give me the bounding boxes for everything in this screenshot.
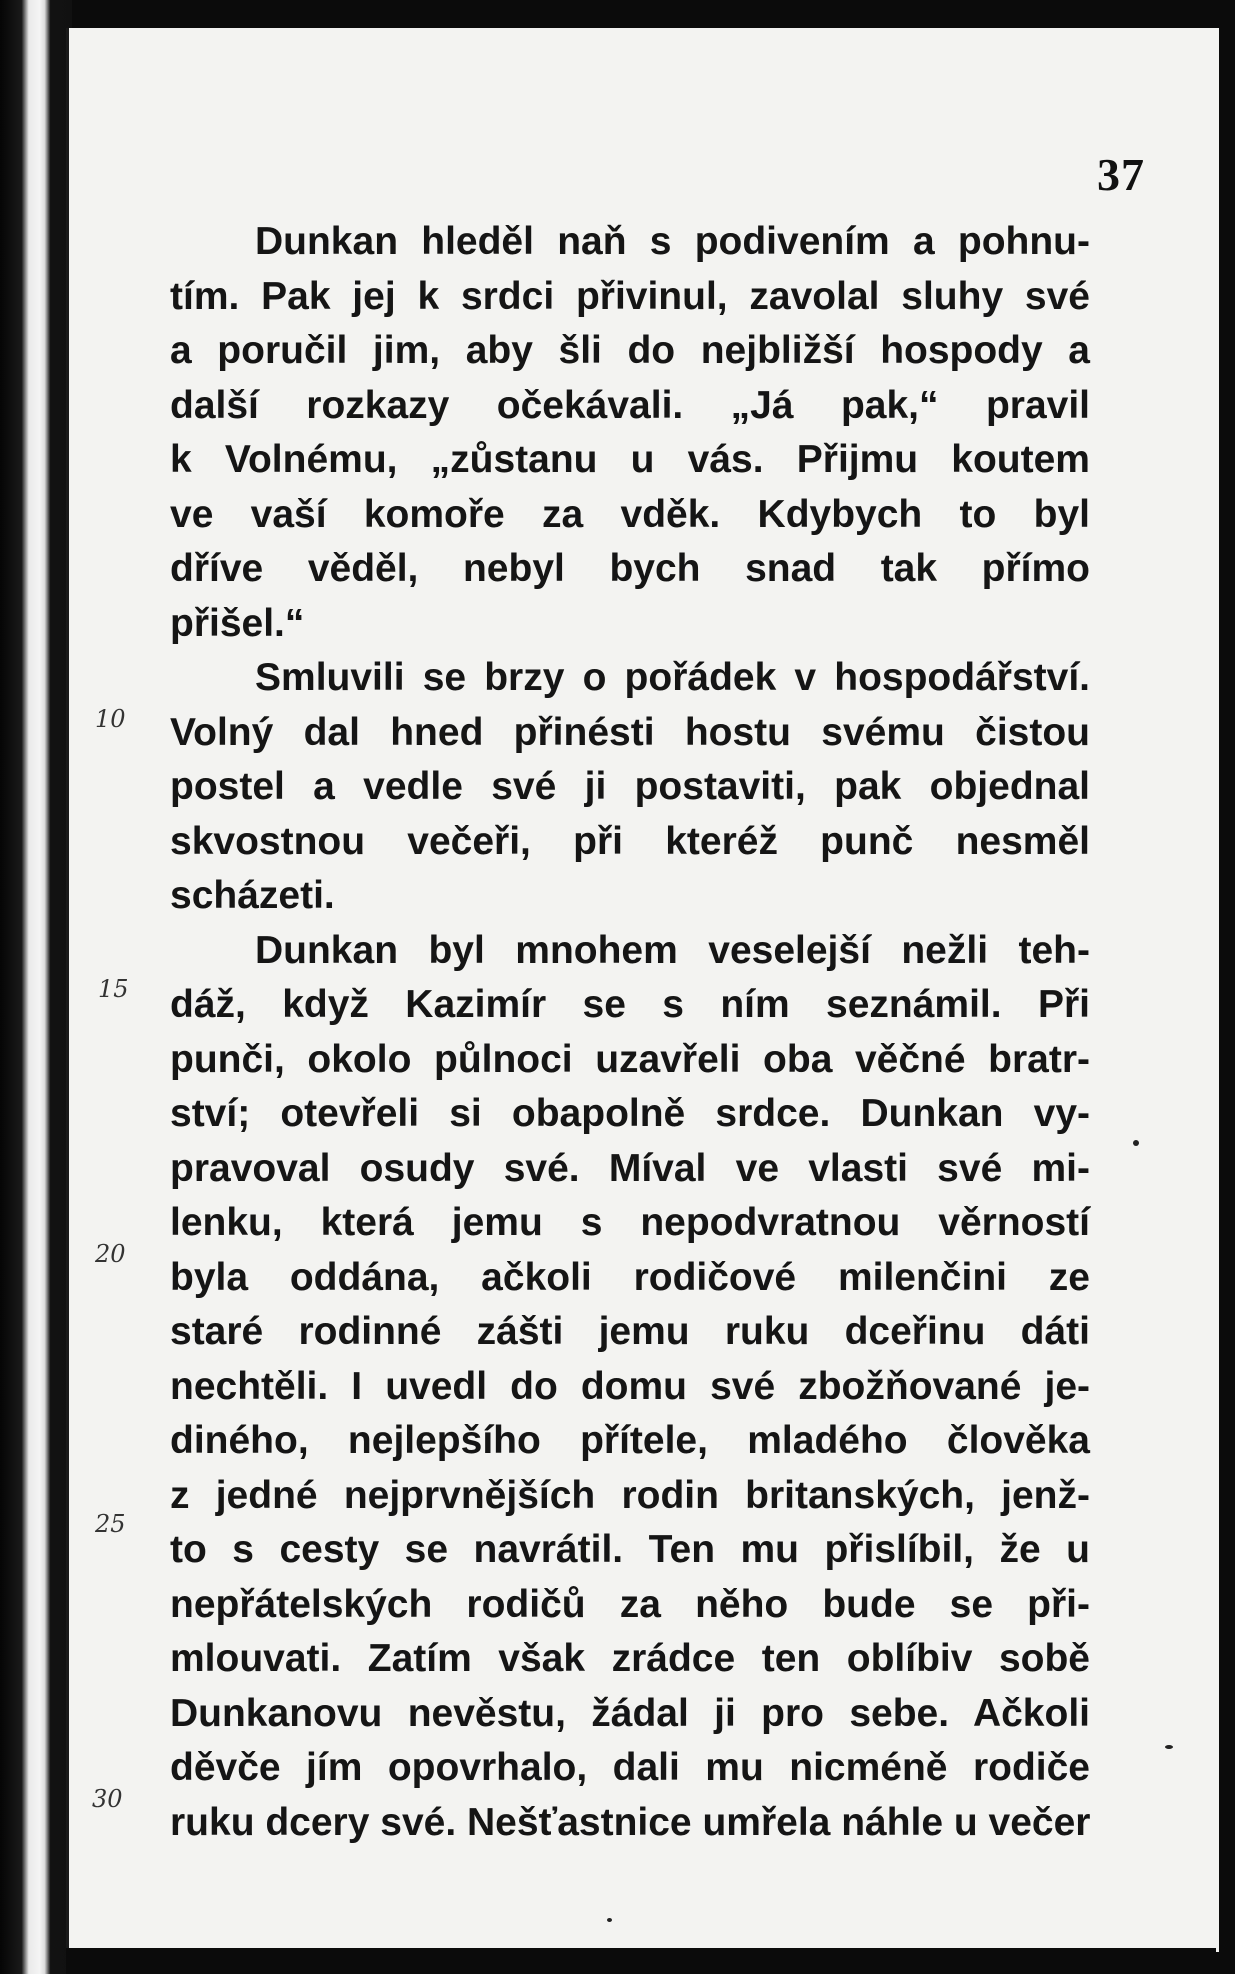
page-number: 37 <box>1097 149 1145 200</box>
text-line: k Volnému, „zůstanu u vás. Přijmu koutem <box>170 438 1090 481</box>
text-line: a poručil jim, aby šli do nejbližší hospody a <box>170 329 1090 372</box>
text-line: dříve věděl, nebyl bych snad tak přímo <box>170 547 1090 590</box>
text-line: nechtěli. I uvedl do domu své zbožňované je- <box>170 1364 1090 1408</box>
text-line: ství; otevřeli si obapolně srdce. Dunkan vy- <box>170 1092 1090 1135</box>
ink-speck <box>1133 1140 1139 1146</box>
page-bottom-edge <box>66 1948 1216 1974</box>
text-line: tím. Pak jej k srdci přivinul, zavolal sluhy své <box>170 274 1090 318</box>
margin-mark-15: 15 <box>98 975 129 1003</box>
text-line: ve vaší komoře za vděk. Kdybych to byl <box>170 492 1090 536</box>
text-line: z jedné nejprvnějších rodin britanských, jenž- <box>170 1473 1090 1517</box>
margin-mark-10: 10 <box>95 705 126 733</box>
text-line: ruku dcery své. Nešťastnice umřela náhle u večer <box>170 1800 1091 1844</box>
text-line: mlouvati. Zatím však zrádce ten oblíbiv sobě <box>170 1637 1090 1680</box>
ink-speck <box>1165 1745 1173 1749</box>
text-line: punči, okolo půlnoci uzavřeli oba věčné bratr- <box>170 1037 1090 1081</box>
text-line: pravoval osudy své. Míval ve vlasti své mi- <box>170 1146 1090 1190</box>
text-line: Smluvili se brzy o pořádek v hospodářství. <box>255 656 1090 699</box>
margin-mark-30: 30 <box>92 1785 123 1813</box>
margin-mark-25: 25 <box>95 1510 126 1538</box>
text-line: staré rodinné zášti jemu ruku dceřinu dáti <box>170 1310 1090 1353</box>
text-line: Dunkan hleděl naň s podivením a pohnu- <box>255 220 1090 263</box>
text-line: Volný dal hned přinésti hostu svému čistou <box>170 710 1090 754</box>
page-text <box>170 215 1090 1850</box>
text-line: byla oddána, ačkoli rodičové milenčini ze <box>170 1255 1090 1299</box>
text-line: děvče jím opovrhalo, dali mu nicméně rodiče <box>170 1746 1090 1789</box>
text-line: Dunkan byl mnohem veselejší nežli teh- <box>255 928 1090 972</box>
ink-speck <box>607 1918 612 1922</box>
text-line: dáž, když Kazimír se s ním seznámil. Při <box>170 983 1090 1026</box>
text-line: scházeti. <box>170 874 335 917</box>
text-line: to s cesty se navrátil. Ten mu přislíbil, že u <box>170 1528 1090 1571</box>
text-line: Dunkanovu nevěstu, žádal ji pro sebe. Ačkoli <box>170 1691 1090 1735</box>
text-line: lenku, která jemu s nepodvratnou věrností <box>170 1201 1090 1244</box>
margin-mark-20: 20 <box>95 1240 126 1268</box>
text-line: přišel.“ <box>170 601 305 645</box>
text-line: postel a vedle své ji postaviti, pak objednal <box>170 765 1090 808</box>
text-line: nepřátelských rodičů za něho bude se při- <box>170 1582 1090 1626</box>
text-line: diného, nejlepšího přítele, mladého člověka <box>170 1419 1090 1462</box>
text-line: další rozkazy očekávali. „Já pak,“ pravil <box>170 383 1090 427</box>
text-line: skvostnou večeři, při kteréž punč nesměl <box>170 819 1090 863</box>
book-spine <box>0 0 72 1974</box>
